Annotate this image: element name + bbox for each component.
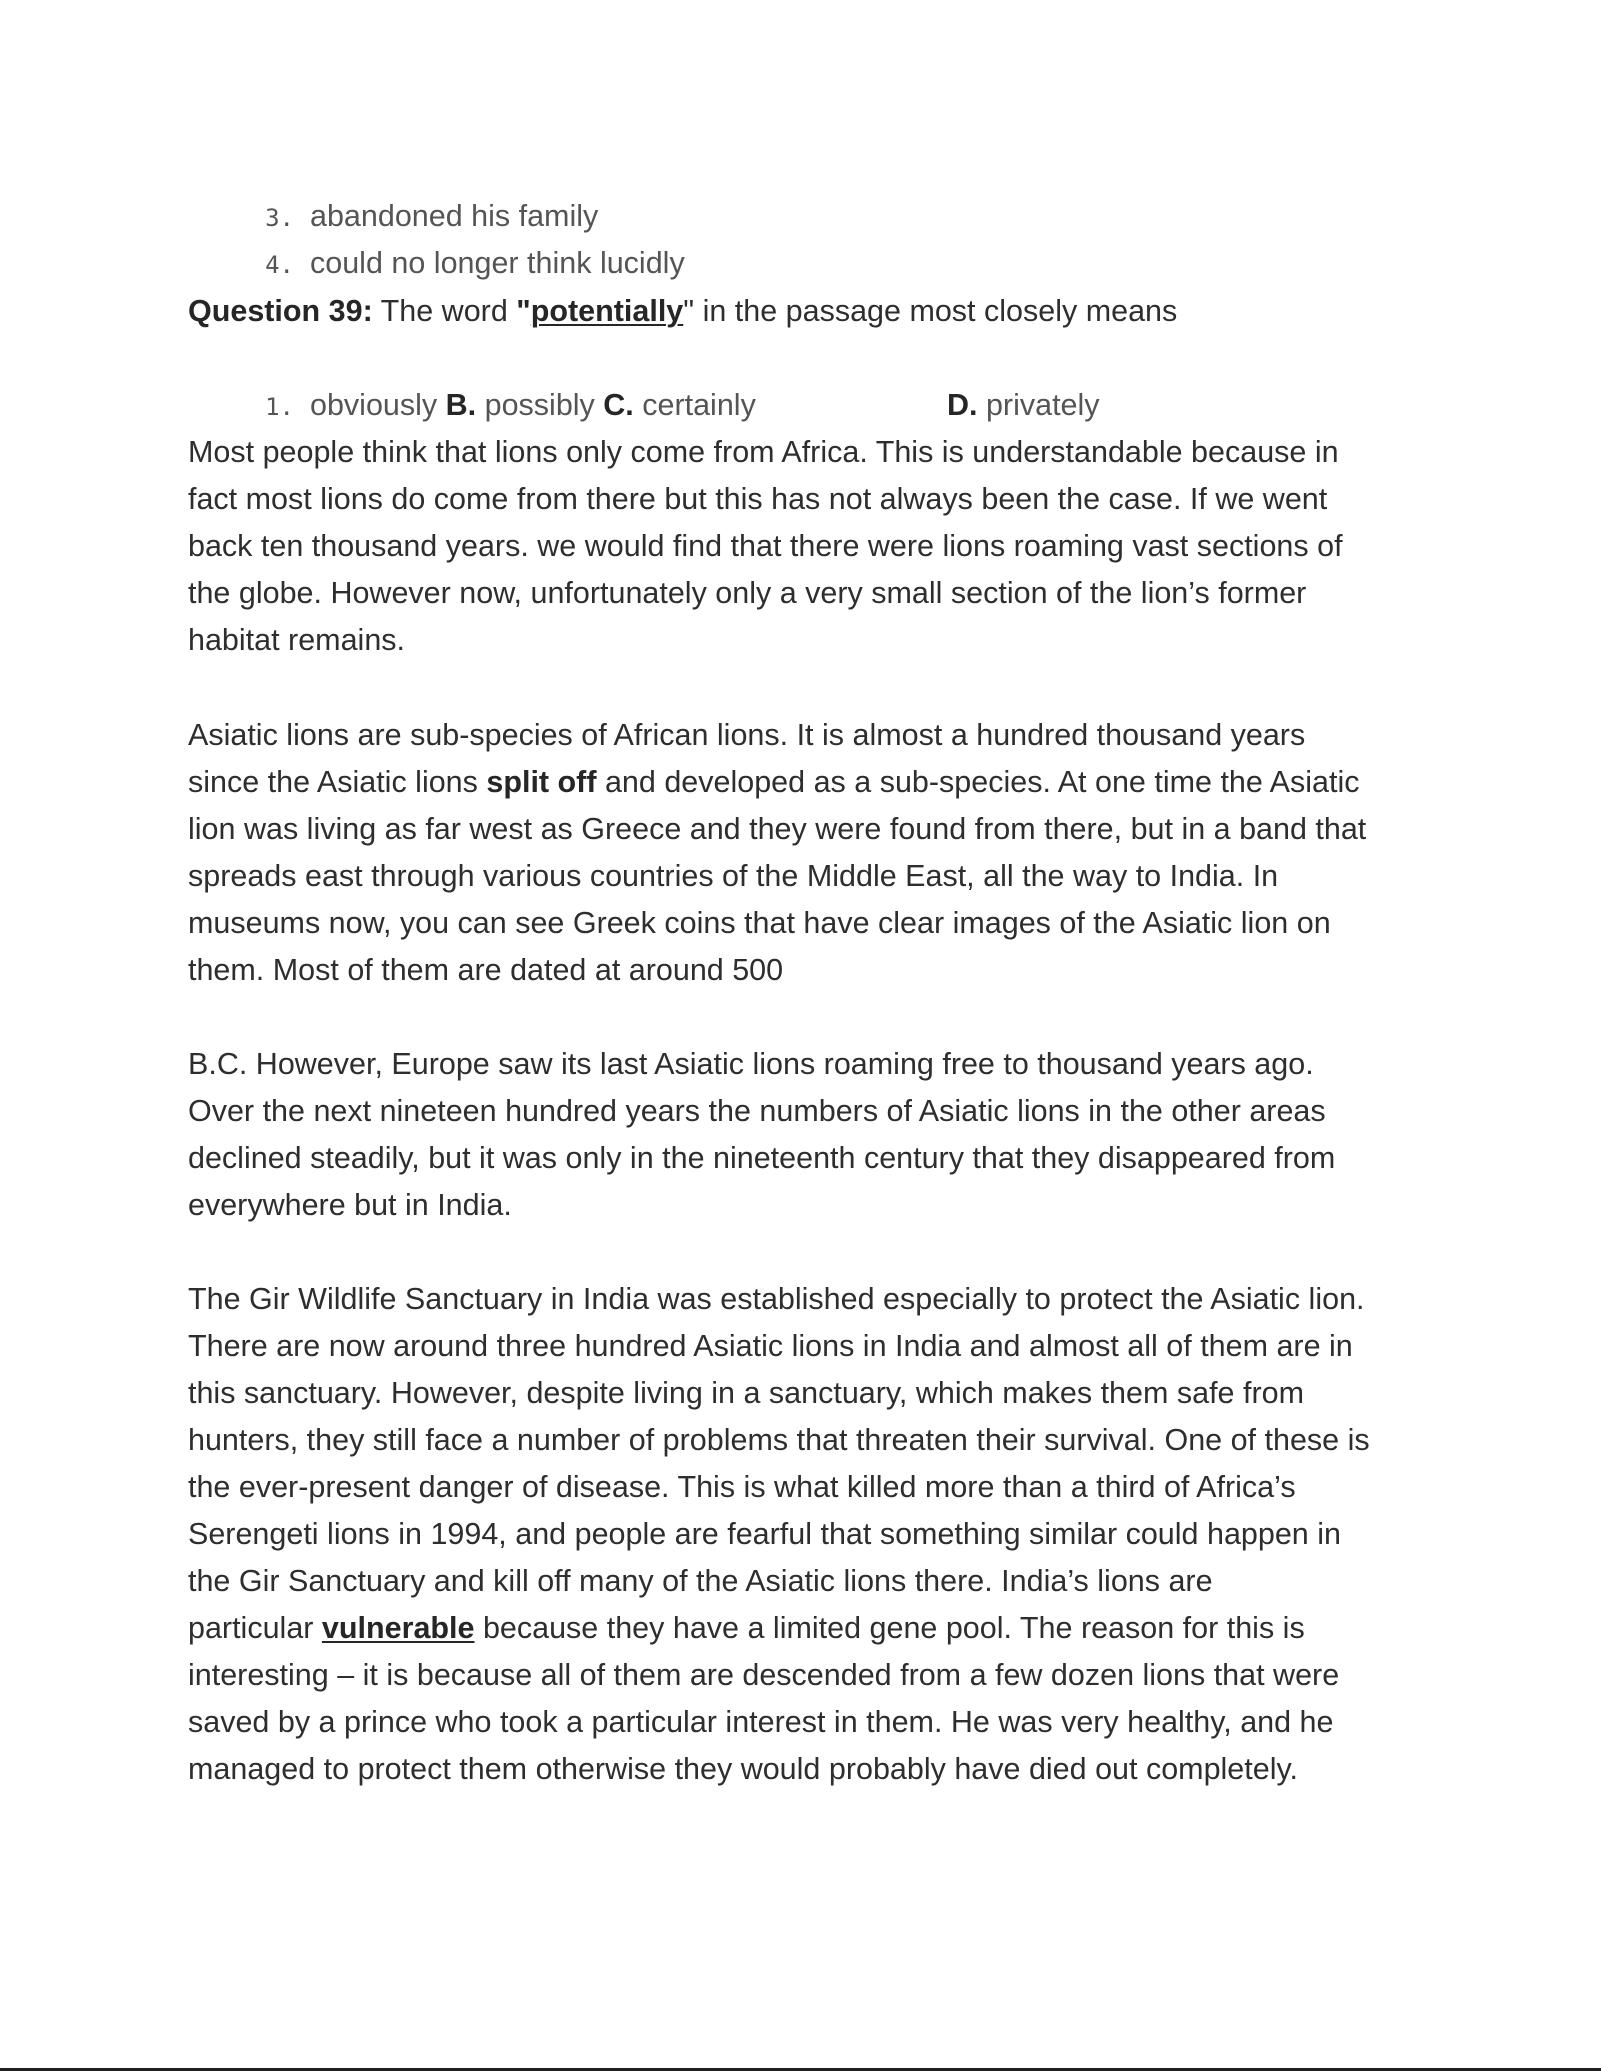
paragraph-line: the Gir Sanctuary and kill off many of the Asiatic lions there. India’s lions are	[188, 1564, 1213, 1598]
quote-open: "	[516, 294, 531, 328]
paragraph-line: back ten thousand years. we would find that there were lions roaming vast sections of	[188, 529, 1343, 563]
paragraph-line: Most people think that lions only come from Africa. This is understandable because in	[188, 435, 1339, 469]
paragraph-line: Serengeti lions in 1994, and people are fearful that something similar could happen in	[188, 1517, 1341, 1551]
option-b-text: possibly	[476, 388, 604, 422]
question-label: Question 39:	[188, 294, 373, 328]
list-number: 4.	[265, 251, 294, 279]
paragraph-line: the ever-present danger of disease. This is what killed more than a third of Africa’s	[188, 1470, 1296, 1504]
paragraph-line	[188, 1605, 1305, 1652]
text-span: since the Asiatic lions	[188, 765, 487, 799]
paragraph-line: this sanctuary. However, despite living in a sanctuary, which makes them safe from	[188, 1376, 1304, 1410]
paragraph-line: There are now around three hundred Asiatic lions in India and almost all of them are in	[188, 1329, 1353, 1363]
paragraph-line: hunters, they still face a number of problems that threaten their survival. One of these is	[188, 1423, 1370, 1457]
paragraph-line: Asiatic lions are sub-species of African lions. It is almost a hundred thousand years	[188, 718, 1306, 752]
paragraph-line: everywhere but in India.	[188, 1188, 512, 1222]
paragraph-line: B.C. However, Europe saw its last Asiatic lions roaming free to thousand years ago.	[188, 1047, 1314, 1081]
paragraph-line: declined steadily, but it was only in the nineteenth century that they disappeared from	[188, 1141, 1336, 1175]
text-span: and developed as a sub-species. At one time the Asiatic	[596, 765, 1360, 799]
quote-close: "	[683, 294, 695, 328]
paragraph-line	[188, 759, 1359, 806]
target-word: potentially	[530, 294, 684, 328]
option-a-text: obviously	[310, 388, 446, 422]
question-text-post: in the passage most closely means	[694, 294, 1178, 328]
paragraph-line: managed to protect them otherwise they would probably have died out completely.	[188, 1752, 1298, 1786]
question-text-pre: The word	[372, 294, 517, 328]
paragraph-line: The Gir Wildlife Sanctuary in India was established especially to protect the Asiatic lion.	[188, 1282, 1365, 1316]
list-item	[256, 240, 685, 289]
answer-option-d	[947, 382, 1100, 429]
option-d-label: D.	[947, 388, 978, 422]
paragraph-line: fact most lions do come from there but this has not always been the case. If we went	[188, 482, 1328, 516]
question-39	[188, 288, 1177, 335]
paragraph-line: saved by a prince who took a particular interest in them. He was very healthy, and he	[188, 1705, 1334, 1739]
list-text: could no longer think lucidly	[310, 246, 685, 280]
option-d-text: privately	[977, 388, 1100, 422]
list-text: abandoned his family	[310, 199, 599, 233]
answer-options	[256, 382, 756, 431]
option-c-text: certainly	[633, 388, 756, 422]
paragraph-line: habitat remains.	[188, 623, 405, 657]
paragraph-line: them. Most of them are dated at around 500	[188, 953, 784, 987]
paragraph-line: museums now, you can see Greek coins that have clear images of the Asiatic lion on	[188, 906, 1331, 940]
bold-phrase: split off	[486, 765, 597, 799]
option-b-label: B.	[445, 388, 477, 422]
paragraph-line: Over the next nineteen hundred years the numbers of Asiatic lions in the other areas	[188, 1094, 1326, 1128]
option-number: 1.	[265, 393, 294, 421]
list-item	[256, 193, 598, 242]
underlined-word: vulnerable	[321, 1611, 475, 1645]
text-span: particular	[188, 1611, 322, 1645]
paragraph-line: the globe. However now, unfortunately only a very small section of the lion’s former	[188, 576, 1307, 610]
paragraph-line: spreads east through various countries of the Middle East, all the way to India. In	[188, 859, 1279, 893]
option-c-label: C.	[603, 388, 634, 422]
paragraph-line: lion was living as far west as Greece and they were found from there, but in a band that	[188, 812, 1367, 846]
text-span: because they have a limited gene pool. The reason for this is	[474, 1611, 1305, 1645]
paragraph-line: interesting – it is because all of them are descended from a few dozen lions that were	[188, 1658, 1340, 1692]
list-number: 3.	[265, 204, 294, 232]
